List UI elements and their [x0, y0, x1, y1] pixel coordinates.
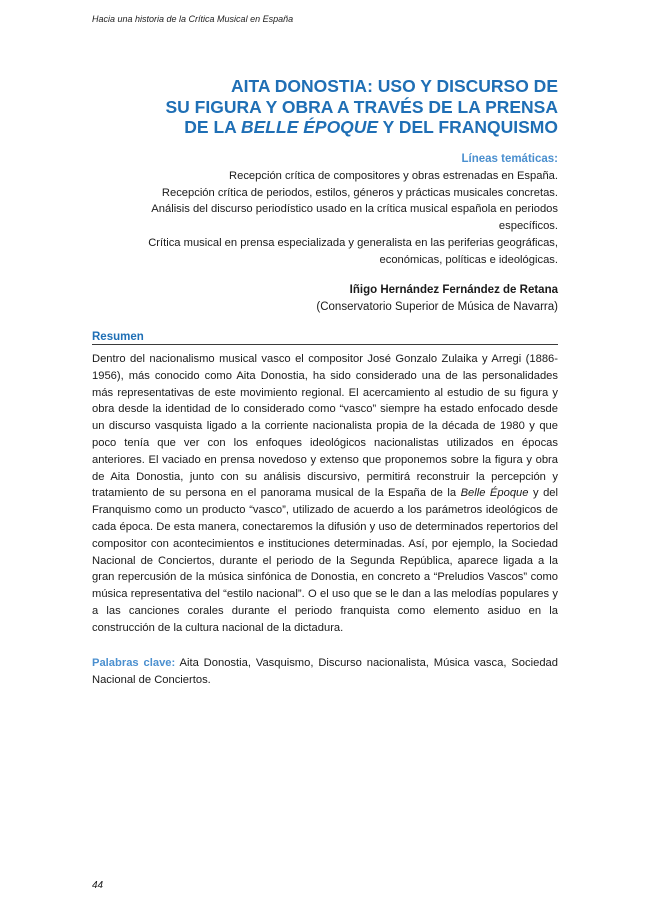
running-header: Hacia una historia de la Crítica Musical en España: [92, 14, 294, 24]
keywords: [92, 655, 558, 689]
thematic-line: Recepción crítica de periodos, estilos, géneros y prácticas musicales concretas.: [161, 186, 558, 199]
title-line-2: SU FIGURA Y OBRA A TRAVÉS DE LA PRENSA: [165, 96, 558, 117]
page-number: 44: [92, 880, 104, 891]
summary-text-part-1: Dentro del nacionalismo musical vasco el compositor José Gonzalo Zulaika y Arregi (1886-1956), más conocido como Aita Donostia, ha sido considerado una de las personalidades más representativas de este movimiento regional. El acercamiento al estudio de su figura y obra desde la identidad de lo considerado como “vasco” siempre ha estado enfocado desde un discurso vasquista ligado a la corriente nacionalista propia de la década de 1980 y que poco tenía que ver con los enfoques ideológicos nacionalistas utilizados en épocas anteriores. El vaciado en prensa novedoso y extenso que proponemos sobre la figura y obra de Aita Donostia, junto con su análisis discursivo, permitirá reconstruir la percepción y tratamiento de su persona en el panorama musical de la España de la: [92, 353, 558, 500]
thematic-line: específicos.: [498, 220, 558, 233]
thematic-lines: [88, 151, 558, 269]
keywords-text: Aita Donostia, Vasquismo, Discurso nacionalista, Música vasca, Sociedad Nacional de Conciertos.: [92, 657, 558, 686]
author-block: [316, 282, 558, 316]
thematic-line: económicas, políticas e ideológicas.: [379, 253, 558, 266]
title-line-3-suffix: Y DEL FRANQUISMO: [378, 117, 558, 137]
title-line-3-prefix: DE LA: [184, 117, 241, 137]
author-affiliation: (Conservatorio Superior de Música de Navarra): [316, 301, 558, 313]
thematic-line: Análisis del discurso periodístico usado en la crítica musical española en periodos: [151, 203, 558, 216]
summary-heading: Resumen: [92, 331, 558, 345]
title-line-1: AITA DONOSTIA: USO Y DISCURSO DE: [230, 76, 558, 96]
keywords-label: Palabras clave:: [92, 657, 176, 669]
thematic-line: Crítica musical en prensa especializada y generalista en las periferias geográficas,: [148, 236, 558, 249]
summary-text-italic: Belle Époque: [460, 487, 529, 500]
summary-body: [92, 351, 558, 637]
author-name: Iñigo Hernández Fernández de Retana: [349, 284, 558, 296]
thematic-line: Recepción crítica de compositores y obras estrenadas en España.: [229, 169, 558, 182]
thematic-lines-heading: Líneas temáticas:: [461, 153, 558, 165]
title-line-3: [88, 117, 558, 138]
article-title: [88, 76, 558, 138]
summary-text-part-2: y del Franquismo como un producto “vasco”, utilizado de acuerdo a los parámetros ideológicos de cada época. De esta manera, conectaremos la difusión y uso de determinados repertorios del compositor con acontecimientos e instituciones determinadas. Así, por ejemplo, la Sociedad Nacional de Conciertos, durante el periodo de la Segunda República, aparece ligada a la gran repercusión de la música sinfónica de Donostia, en concreto a “Preludios Vascos” como música representativa del “estilo nacional”. O el uso que se le dan a las melodías populares y a las canciones corales durante el periodo franquista como elemento asiduo en la construcción de la cultura nacional de la dictadura.: [92, 487, 558, 634]
title-line-3-italic: BELLE ÉPOQUE: [241, 117, 379, 137]
